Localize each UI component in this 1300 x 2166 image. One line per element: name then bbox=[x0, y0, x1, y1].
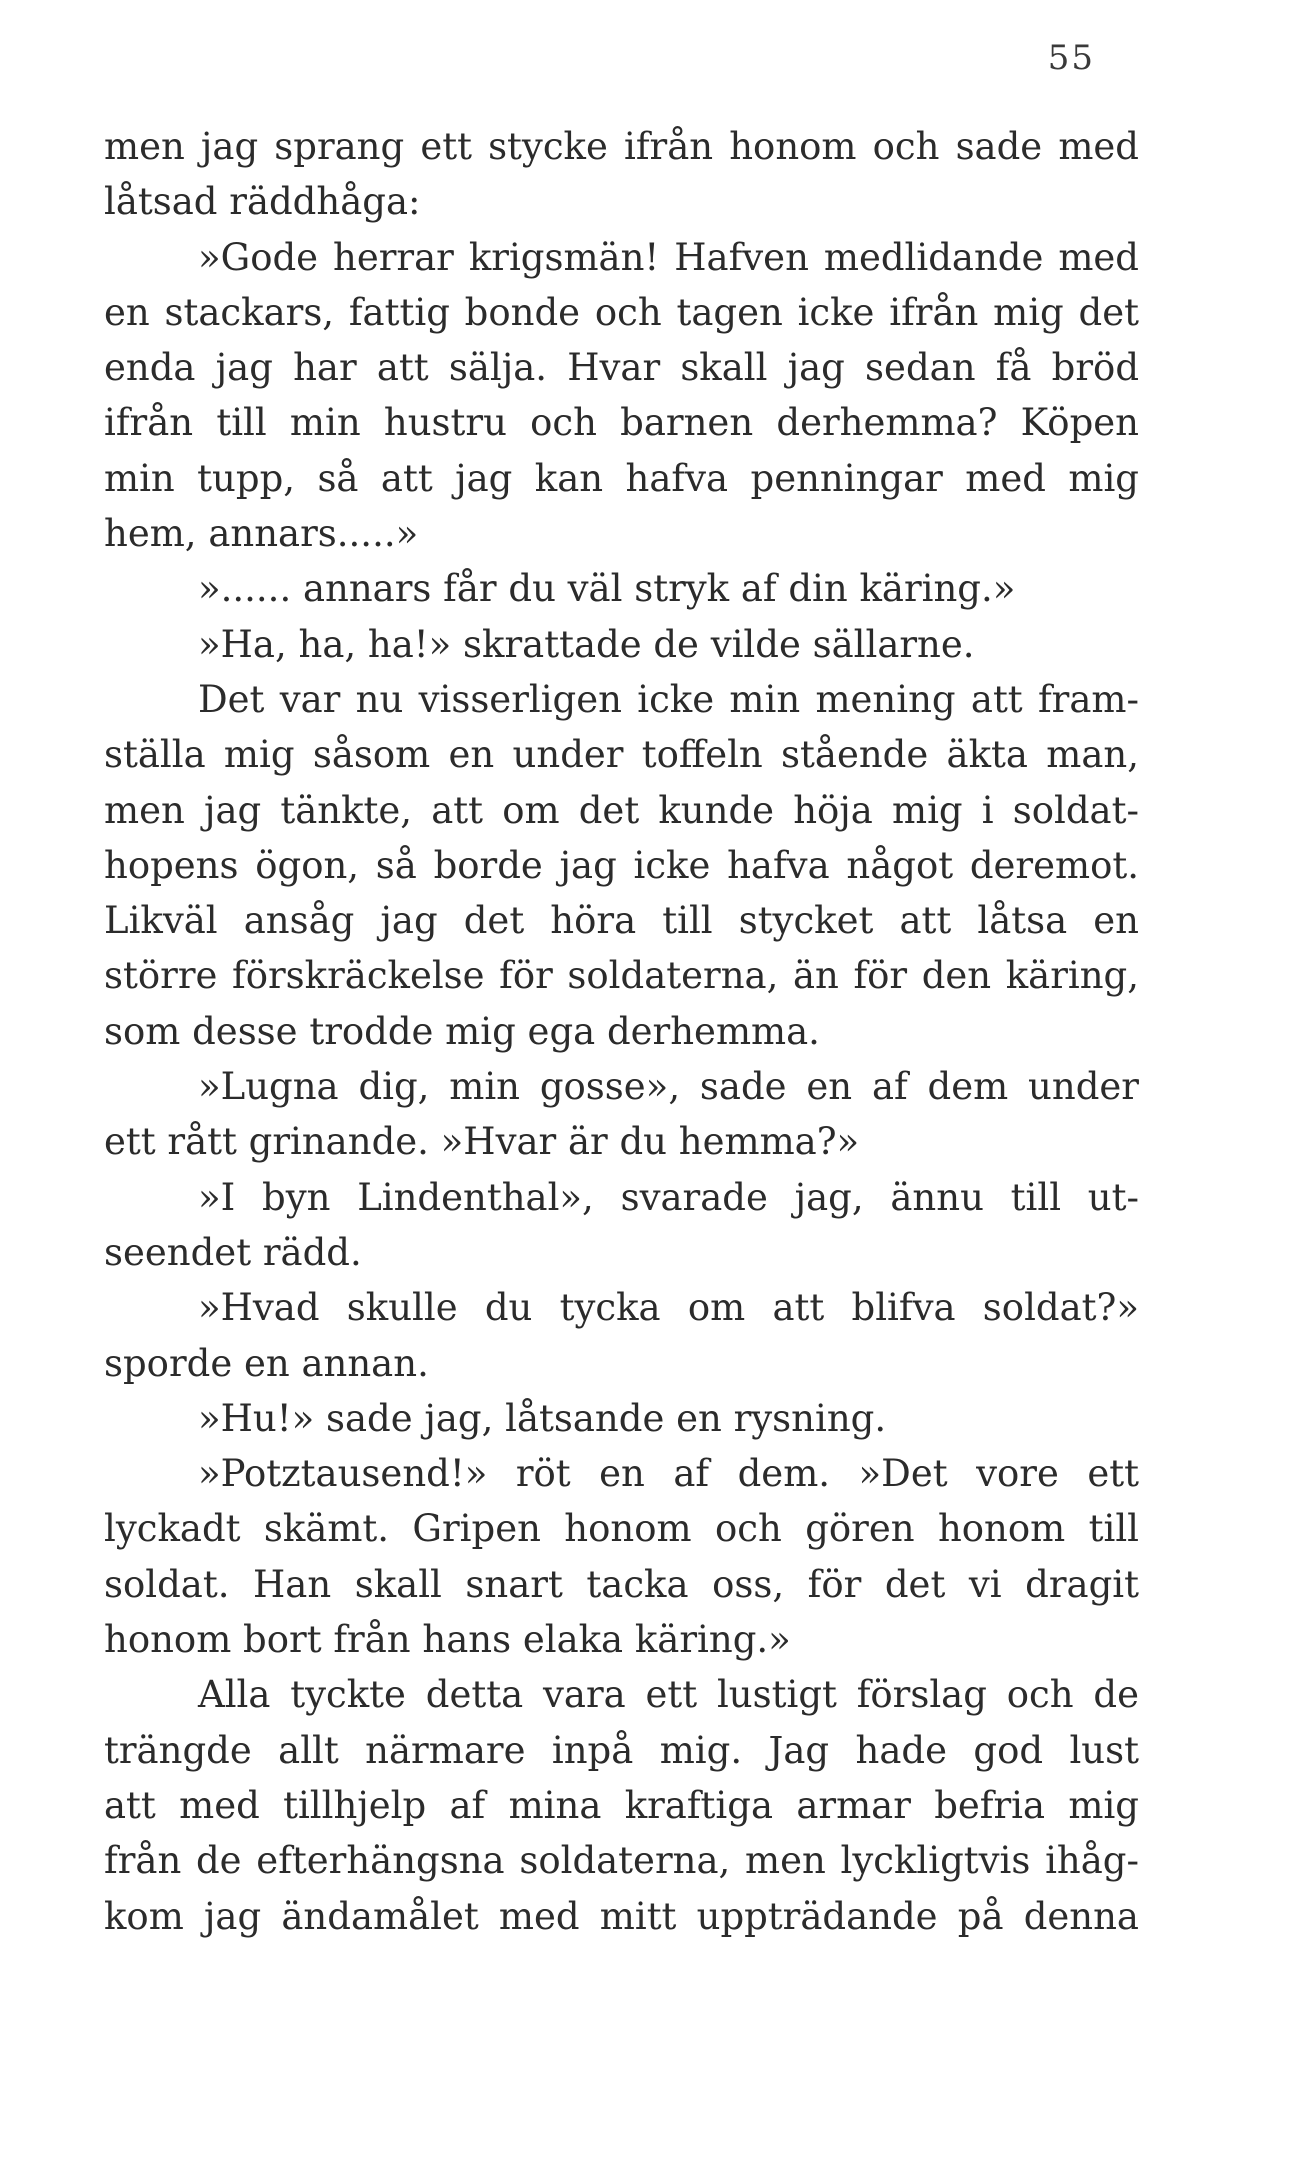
text-line: att med tillhjelp af mina kraftiga armar befria mig bbox=[104, 1783, 1139, 1827]
text-line: »I byn Lindenthal», svarade jag, ännu till ut- bbox=[198, 1175, 1139, 1219]
text-line: »Hvad skulle du tycka om att blifva soldat?» bbox=[198, 1286, 1139, 1330]
text-line: hem, annars.....» bbox=[104, 512, 419, 556]
body-text bbox=[104, 119, 1139, 1944]
page-number: 55 bbox=[1047, 38, 1095, 78]
text-line: »...... annars får du väl stryk af din käring.» bbox=[198, 567, 1016, 611]
text-line: låtsad räddhåga: bbox=[104, 180, 421, 224]
text-line: »Potztausend!» röt en af dem. »Det vore ett bbox=[198, 1452, 1139, 1496]
text-line: hopens ögon, så borde jag icke hafva något deremot. bbox=[104, 843, 1139, 887]
text-line: ett rått grinande. »Hvar är du hemma?» bbox=[104, 1120, 860, 1164]
text-line: honom bort från hans elaka käring.» bbox=[104, 1618, 791, 1662]
text-line: som desse trodde mig ega derhemma. bbox=[104, 1009, 820, 1053]
text-line: lyckadt skämt. Gripen honom och gören honom till bbox=[104, 1507, 1139, 1551]
text-line: men jag sprang ett stycke ifrån honom och sade med bbox=[104, 125, 1139, 168]
text-line: en stackars, fattig bonde och tagen icke ifrån mig det bbox=[104, 290, 1139, 334]
text-line: Alla tyckte detta vara ett lustigt förslag och de bbox=[198, 1673, 1139, 1717]
text-line: »Ha, ha, ha!» skrattade de vilde sällarne. bbox=[198, 622, 975, 666]
text-line: Det var nu visserligen icke min mening att fram- bbox=[198, 677, 1139, 721]
text-line: men jag tänkte, att om det kunde höja mig i soldat- bbox=[104, 788, 1139, 832]
text-line: ställa mig såsom en under toffeln stående äkta man, bbox=[104, 733, 1139, 777]
text-line: »Gode herrar krigsmän! Hafven medlidande med bbox=[198, 235, 1139, 279]
text-line: »Lugna dig, min gosse», sade en af dem under bbox=[198, 1065, 1139, 1109]
text-line: sporde en annan. bbox=[104, 1341, 429, 1385]
text-line: större förskräckelse för soldaterna, än för den käring, bbox=[104, 954, 1139, 998]
text-line: kom jag ändamålet med mitt uppträdande på denna bbox=[104, 1894, 1139, 1938]
text-line: min tupp, så att jag kan hafva penningar med mig bbox=[104, 456, 1139, 500]
text-line: enda jag har att sälja. Hvar skall jag sedan få bröd bbox=[104, 346, 1139, 390]
text-line: »Hu!» sade jag, låtsande en rysning. bbox=[198, 1396, 887, 1440]
text-line: seendet rädd. bbox=[104, 1230, 362, 1274]
text-line: ifrån till min hustru och barnen derhemma? Köpen bbox=[104, 401, 1139, 445]
text-line: soldat. Han skall snart tacka oss, för det vi dragit bbox=[104, 1562, 1139, 1606]
text-line: trängde allt närmare inpå mig. Jag hade god lust bbox=[104, 1728, 1139, 1772]
text-line: Likväl ansåg jag det höra till stycket att låtsa en bbox=[104, 899, 1139, 943]
text-line: från de efterhängsna soldaterna, men lyckligtvis ihåg- bbox=[104, 1839, 1139, 1883]
